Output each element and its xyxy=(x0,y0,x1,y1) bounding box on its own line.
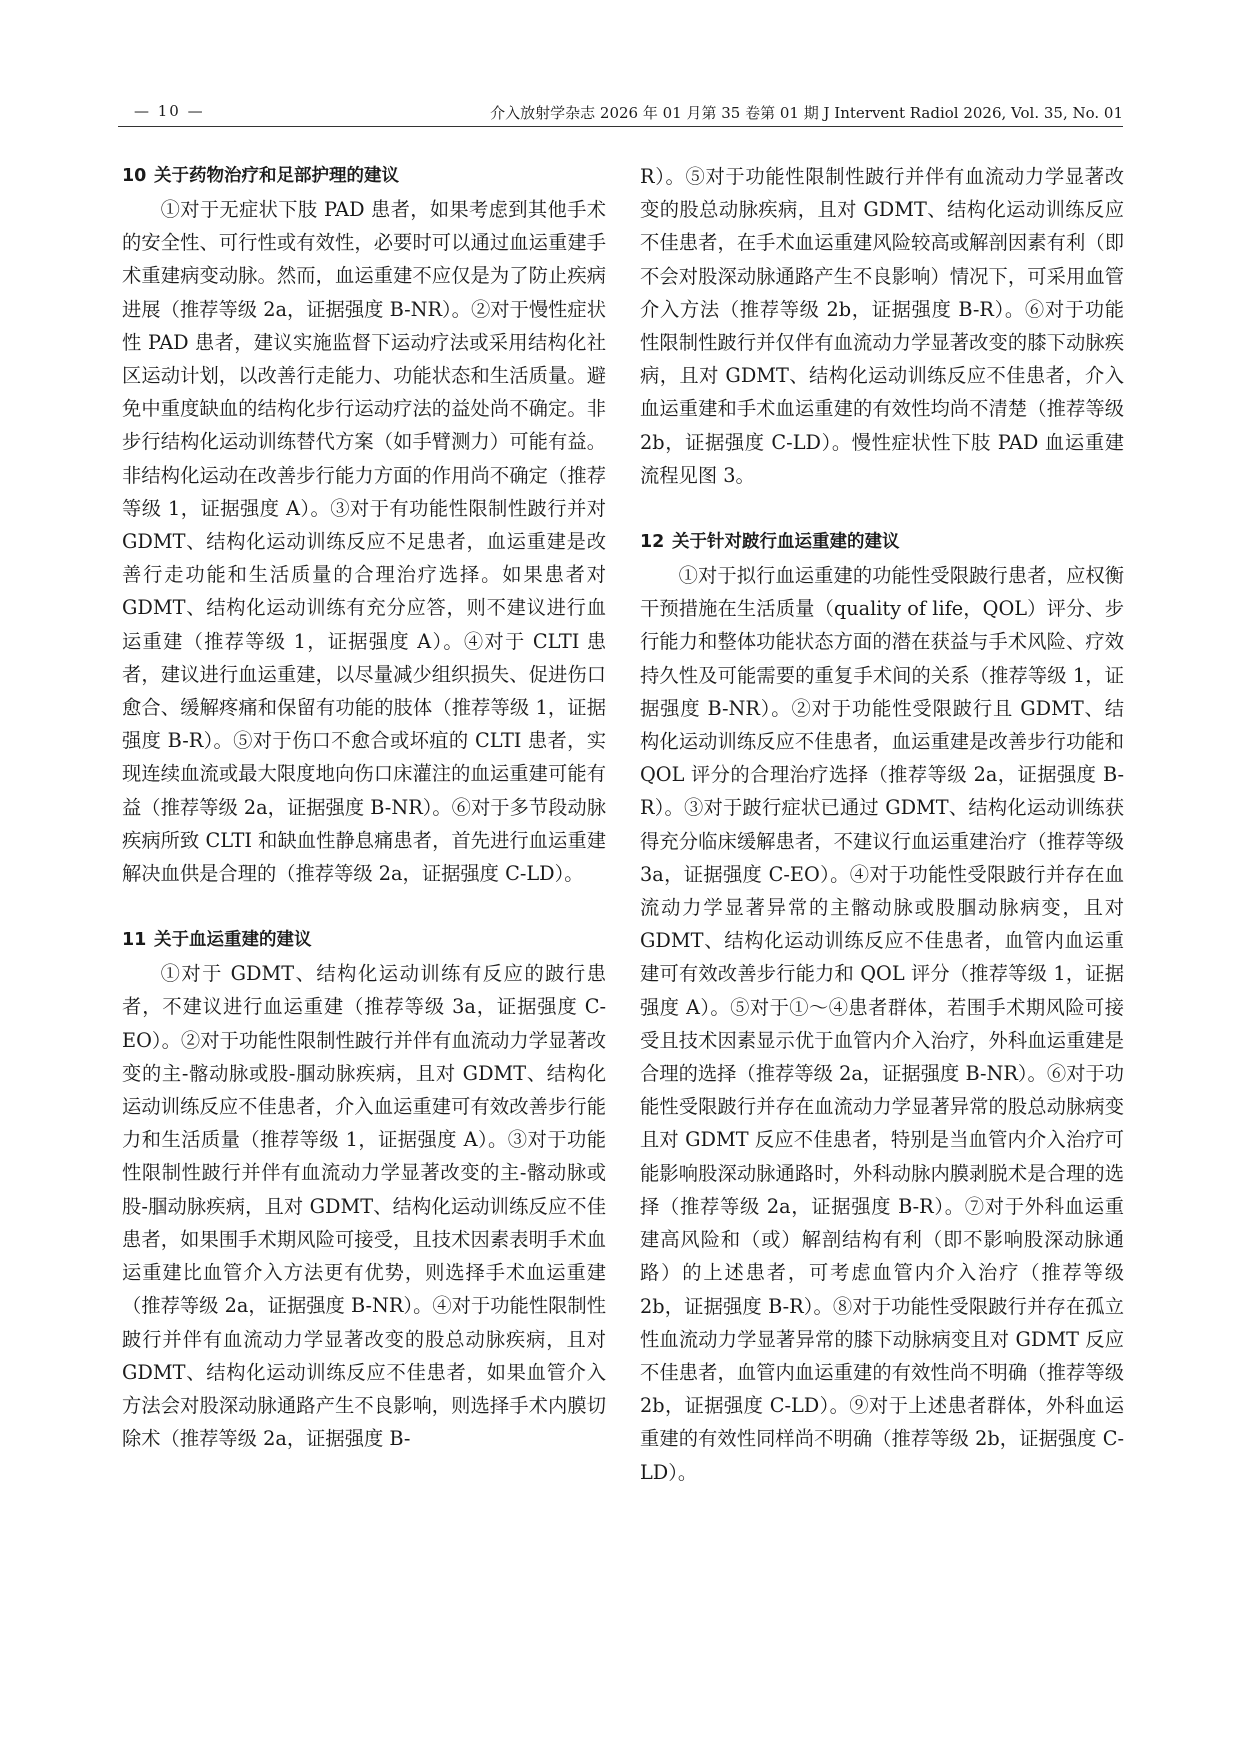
running-header xyxy=(118,100,1123,127)
section-heading-11 xyxy=(122,924,606,957)
section-number: 10 xyxy=(122,166,147,186)
section-heading-10 xyxy=(122,160,606,193)
section-11-paragraph-continued: R）。⑤对于功能性限制性跛行并伴有血流动力学显著改变的股总动脉疾病，且对 GDMT、结构化运动训练反应不佳患者，在手术血运重建风险较高或解剖因素有利（即不会对股深动脉通路产生不良影响）情况下，可采用血管介入方法（推荐等级 2b，证据强度 B-R）。⑥对于功能性限制性跛行并仅伴有血流动力学显著改变的膝下动脉疾病，且对 GDMT、结构化运动训练反应不佳患者，介入血运重建和手术血运重建的有效性均尚不清楚（推荐等级 2b，证据强度 C-LD）。慢性症状性下肢 PAD 血运重建流程见图 3。 xyxy=(640,165,1124,487)
section-number: 11 xyxy=(122,930,147,951)
section-heading-12 xyxy=(640,526,1124,559)
page-number: — 10 — xyxy=(134,102,205,120)
right-column xyxy=(640,160,1124,1489)
section-title: 关于针对跛行血运重建的建议 xyxy=(672,532,900,553)
section-title: 关于药物治疗和足部护理的建议 xyxy=(154,166,399,186)
section-10-paragraph: ①对于无症状下肢 PAD 患者，如果考虑到其他手术的安全性、可行性或有效性，必要时可以通过血运重建手术重建病变动脉。然而，血运重建不应仅是为了防止疾病进展（推荐等级 2a，证据强度 B-NR）。②对于慢性症状性 PAD 患者，建议实施监督下运动疗法或采用结构化社区运动计划，以改善行走能力、功能状态和生活质量。避免中重度缺血的结构化步行运动疗法的益处尚不确定。非步行结构化运动训练替代方案（如手臂测力）可能有益。非结构化运动在改善步行能力方面的作用尚不确定（推荐等级 1，证据强度 A）。③对于有功能性限制性跛行并对 GDMT、结构化运动训练反应不足患者，血运重建是改善行走功能和生活质量的合理治疗选择。如果患者对 GDMT、结构化运动训练有充分应答，则不建议进行血运重建（推荐等级 1，证据强度 A）。④对于 CLTI 患者，建议进行血运重建，以尽量减少组织损失、促进伤口愈合、缓解疼痛和保留有功能的肢体（推荐等级 1，证据强度 B-R）。⑤对于伤口不愈合或坏疽的 CLTI 患者，实现连续血流或最大限度地向伤口床灌注的血运重建可能有益（推荐等级 2a，证据强度 B-NR）。⑥对于多节段动脉疾病所致 CLTI 和缺血性静息痛患者，首先进行血运重建解决血供是合理的（推荐等级 2a，证据强度 C-LD）。 xyxy=(122,198,606,886)
section-title: 关于血运重建的建议 xyxy=(154,930,312,951)
section-11-paragraph: ①对于 GDMT、结构化运动训练有反应的跛行患者，不建议进行血运重建（推荐等级 3a，证据强度 C-EO）。②对于功能性限制性跛行并伴有血流动力学显著改变的主-髂动脉或股-腘动脉疾病，且对 GDMT、结构化运动训练反应不佳患者，介入血运重建可有效改善步行能力和生活质量（推荐等级 1，证据强度 A）。③对于功能性限制性跛行并伴有血流动力学显著改变的主-髂动脉或股-腘动脉疾病，且对 GDMT、结构化运动训练反应不佳患者，如果围手术期风险可接受，且技术因素表明手术血运重建比血管介入方法更有优势，则选择手术血运重建（推荐等级 2a，证据强度 B-NR）。④对于功能性限制性跛行并伴有血流动力学显著改变的股总动脉疾病，且对 GDMT、结构化运动训练反应不佳患者，如果血管介入方法会对股深动脉通路产生不良影响，则选择手术内膜切除术（推荐等级 2a，证据强度 B- xyxy=(122,962,606,1451)
left-column xyxy=(122,160,606,1455)
section-number: 12 xyxy=(640,532,665,553)
section-12-paragraph: ①对于拟行血运重建的功能性受限跛行患者，应权衡干预措施在生活质量（quality of life，QOL）评分、步行能力和整体功能状态方面的潜在获益与手术风险、疗效持久性及可能需要的重复手术间的关系（推荐等级 1，证据强度 B-NR）。②对于功能性受限跛行且 GDMT、结构化运动训练反应不佳患者，血运重建是改善步行功能和 QOL 评分的合理治疗选择（推荐等级 2a，证据强度 B-R）。③对于跛行症状已通过 GDMT、结构化运动训练获得充分临床缓解患者，不建议行血运重建治疗（推荐等级 3a，证据强度 C-EO）。④对于功能性受限跛行并存在血流动力学显著异常的主髂动脉或股腘动脉病变，且对 GDMT、结构化运动训练反应不佳患者，血管内血运重建可有效改善步行能力和 QOL 评分（推荐等级 1，证据强度 A）。⑤对于①～④患者群体，若围手术期风险可接受且技术因素显示优于血管内介入治疗，外科血运重建是合理的选择（推荐等级 2a，证据强度 B-NR）。⑥对于功能性受限跛行并存在血流动力学显著异常的股总动脉病变且对 GDMT 反应不佳患者，特别是当血管内介入治疗可能影响股深动脉通路时，外科动脉内膜剥脱术是合理的选择（推荐等级 2a，证据强度 B-R）。⑦对于外科血运重建高风险和（或）解剖结构有利（即不影响股深动脉通路）的上述患者，可考虑血管内介入治疗（推荐等级 2b，证据强度 B-R）。⑧对于功能性受限跛行并存在孤立性血流动力学显著异常的膝下动脉病变且对 GDMT 反应不佳患者，血管内血运重建的有效性尚不明确（推荐等级 2b，证据强度 C-LD）。⑨对于上述患者群体，外科血运重建的有效性同样尚不明确（推荐等级 2b，证据强度 C-LD）。 xyxy=(640,564,1124,1484)
journal-info: 介入放射学杂志 2026 年 01 月第 35 卷第 01 期 J Intervent Radiol 2026, Vol. 35, No. 01 xyxy=(490,104,1123,122)
